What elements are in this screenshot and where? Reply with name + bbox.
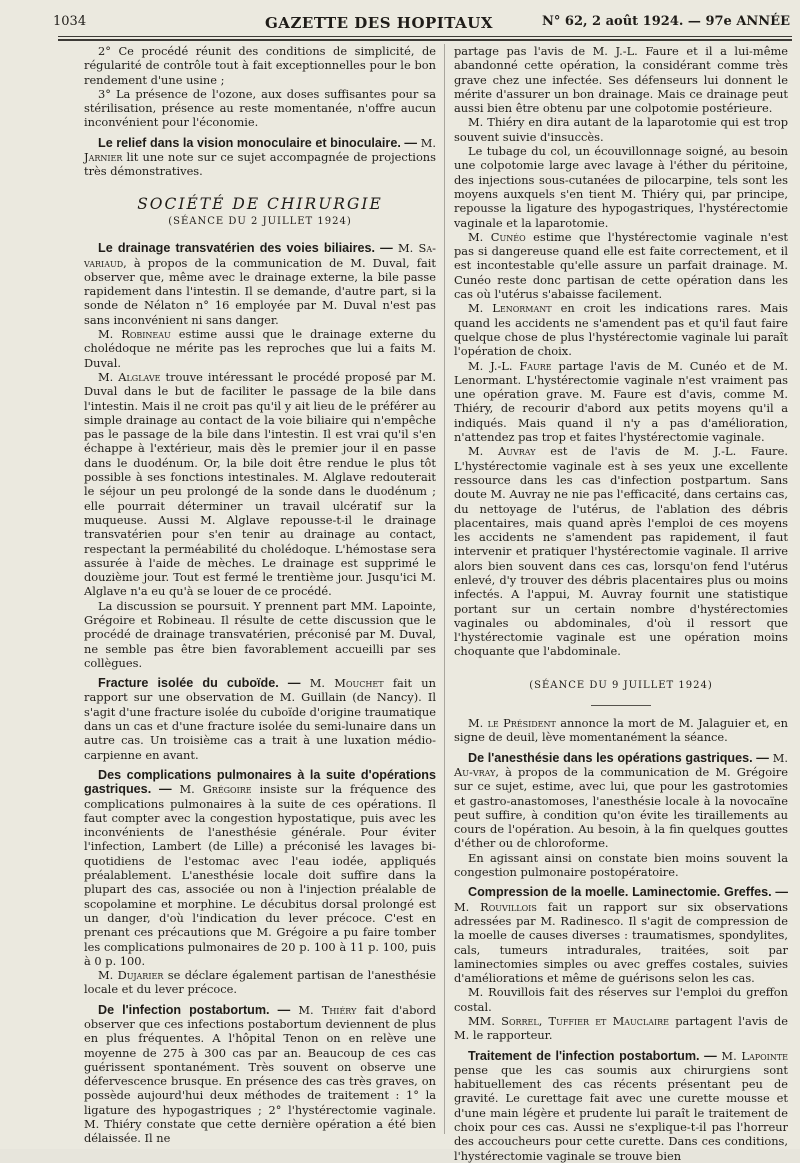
author-name: M. Jarnier (84, 135, 436, 165)
article-traitement (454, 1049, 788, 1163)
author-name: M. Sa-variaud, (84, 241, 436, 270)
page-number: 1034 (53, 14, 87, 29)
left-column (84, 44, 437, 1146)
paragraph-text: est de l'avis de M. J.-L. Faure. L'hystérectomie vaginale est à ses yeux une excellente ressource dans les cas d'infection postpartum. Sans doute M. Auvray ne nie pas l'efficacité, dans certains cas, du nettoyage de l'utérus, de l'ablation des débris placentaires, mais quand après l'emploi de ces moyens les accidents ne s'amendent pas rapidement, il faut intervenir et pratiquer l'hystérectomie vaginale. Il arrive alors bien souvent dans ces cas, lorsqu'on fend l'utérus enlevé, d'y trouver des débris placentaires plus ou moins infectés. A l'appui, M. Auvray fournit une statistique portant sur un certain nombre d'hystérectomies vaginales ou abdominales, d'où il ressort que l'hystérectomie vaginale est une opération moins choquante que l'abdominale. (454, 444, 788, 659)
article-heading: Compression de la moelle. Laminectomie. Greffes. — (468, 885, 788, 900)
paragraph (84, 370, 436, 599)
paragraph (84, 968, 436, 997)
article-text: fait un rapport sur une observation de M. Guillain (de Nancy). Il s'agit d'une fracture isolée du cuboïde d'origine traumatique dans un cas et d'une fracture isolée du semi-lunaire dans un autre cas. Un troisième cas a trait à une luxation médio-carpienne en avant. (84, 676, 436, 762)
paragraph (454, 716, 788, 745)
paragraph-text: estime aussi que le drainage externe du cholédoque ne mérite pas les reproches que lui a faits M. Duval. (84, 327, 437, 370)
article-infection (84, 1003, 436, 1146)
article-text: insiste sur la fréquence des complications pulmonaires à la suite de ces opérations. Il faut compter avec la congestion hypostatique, puis avec les inconvénients de l'anesthésie générale. Pour éviter l'infection, Lambert (de Lille) a préconisé les lavages bi-quotidiens de l'estomac avec l'eau iodée, appliqués préalablement. L'anesthésie locale doit suffire dans la plupart des cas, associée ou non à l'injection préalable de scopolamine et morphine. Le décubitus dorsal prolongé est un danger, d'où l'indication du lever précoce. C'est en prenant ces précautions que M. Grégoire a pu faire tomber les complications pulmonaires de 20 p. 100 à 11 p. 100, puis à 0 p. 100. (84, 782, 437, 968)
author-name: M. Rouvillois (454, 899, 537, 914)
article-heading: Le relief dans la vision monoculaire et binoculaire. — (98, 135, 417, 150)
author-name: M. le Président (468, 716, 556, 731)
author-name: M. Au-vray, (454, 750, 788, 779)
paragraph: 3° La présence de l'ozone, aux doses suffisantes pour sa stérilisation, présence au reste momentanée, n'offre aucun inconvénient pour l'économie. (84, 86, 436, 130)
article-moelle (454, 885, 788, 985)
author-name: M. Thiéry (298, 1002, 357, 1017)
paragraph (454, 359, 788, 445)
seance-date: (SÉANCE DU 9 JUILLET 1924) (529, 679, 713, 691)
author-name: M. Mouchet (309, 676, 384, 691)
article-anesthesie (454, 751, 788, 851)
article-text: à propos de la communication de M. Duval, fait observer que, même avec le drainage externe, la bile passe rapidement dans l'intestin. Il se demande, d'autre part, si la sonde de Nélaton n° 16 employée par M. Duval n'est pas sans inconvénient ni sans danger. (84, 255, 437, 327)
article-text: à propos de la communication de M. Grégoire sur ce sujet, estime, avec lui, que pour les gastrotomies et gastro-anastomoses, l'anesthésie locale à la novocaïne peut suffire, à condition qu'on évite les tiraillements au cours de l'opération. Au besoin, à la fin quelques gouttes d'éther ou de chloroforme. (454, 764, 788, 851)
article-fracture (84, 676, 436, 762)
header-rule (58, 36, 792, 37)
paragraph: M. Rouvillois fait des réserves sur l'emploi du greffon costal. (454, 985, 788, 1014)
page-header (50, 6, 790, 34)
paragraph-text: partage l'avis de M. Cunéo et de M. Lenormant. L'hystérectomie vaginale n'est vraiment pas une opération grave. M. Faure est d'avis, comme M. Thiéry, de recourir d'abord aux petits moyens qu'il a indiqués. Mais quand il n'y a pas d'amélioration, n'attendez pas trop et faites l'hystérectomie vaginale. (454, 358, 788, 445)
author-name: M. Cunéo (468, 229, 526, 244)
author-name: M. Lenormant (468, 301, 552, 316)
article-text: lit une note sur ce sujet accompagnée de projections très démonstratives. (84, 150, 436, 179)
header-rule-thick (58, 39, 792, 41)
paragraph: 2° Ce procédé réunit des conditions de simplicité, de régularité de contrôle tout à fait exceptionnelles pour le bon rendement d'une usine ; (84, 44, 436, 87)
article-text: pense que les cas soumis aux chirurgiens sont habituellement des cas récents présentant peu de gravité. Le curettage fait avec une curette mousse et d'une main légère et prudente lui paraît le traitement de choix pour ces cas. Aussi ne s'explique-t-il pas l'horreur des accoucheurs pour cette curette. Dans ces conditions, l'hystérectomie vaginale se trouve bien (454, 1062, 788, 1163)
paragraph (454, 1014, 788, 1043)
article-heading: Des complications pulmonaires à la suite d'opérations gastriques. — (84, 767, 436, 797)
article-heading: Le drainage transvatérien des voies biliaires. — (98, 241, 393, 256)
author-name: M. J.-L. Faure (468, 358, 552, 373)
paragraph (454, 444, 788, 658)
paragraph: Le tubage du col, un écouvillonnage soigné, au besoin une colpotomie large avec lavage à l'éther du péritoine, des injections sous-cutanées de pilocarpine, tels sont les moyens auxquels s'en tient M. Thiéry qui, par principe, repousse la ligature des hypogastriques, l'hystérectomie vaginale et la laparotomie. (454, 144, 788, 230)
issue-info: N° 62, 2 août 1924. — 97e ANNÉE (541, 14, 790, 29)
paragraph-text: en croit les indications rares. Mais quand les accidents ne s'amendent pas et qu'il faut faire quelque chose de plus l'hystérectomie vaginale lui paraît l'opération de choix. (454, 301, 788, 359)
author-name: M. Grégoire (179, 782, 252, 797)
article-text: fait d'abord observer que ces infections postabortum deviennent de plus en plus fréquentes. A l'hôpital Tenon on en relève une moyenne de 275 à 300 cas par an. Beaucoup de ces cas guérissent spontanément. Très souvent on observe une défervescence brusque. En présence des cas très graves, on possède aujourd'hui deux méthodes de traitement : 1° la ligature des hypogastriques ; 2° l'hystérectomie vaginale. M. Thiéry constate que cette dernière opération a été bien délaissée. Il ne (84, 1002, 436, 1146)
paragraph: M. Thiéry en dira autant de la laparotomie qui est trop souvent suivie d'insuccès. (454, 115, 788, 144)
author-name: M. Robineau (98, 327, 171, 342)
paragraph-text: annonce la mort de M. Jalaguier et, en signe de deuil, lève momentanément la séance. (454, 716, 788, 745)
paragraph-text: partagent l'avis de M. le rapporteur. (454, 1014, 789, 1043)
section-rule (591, 705, 651, 706)
paragraph-text: estime que l'hystérectomie vaginale n'est pas si dangereuse quand elle est faite correctement, et il est incontestable qu'elle assure un parfait drainage. M. Cunéo reste donc partisan de cette opération dans les cas où l'utérus s'abaisse facilement. (454, 229, 789, 302)
author-name: M. Auvray (468, 444, 536, 459)
paragraph: La discussion se poursuit. Y prennent part MM. Lapointe, Grégoire et Robineau. Il résulte de cette discussion que le procédé de drainage transvatérien, préconisé par M. Duval, ne semble pas être bien favorablement accueilli par ses collègues. (84, 598, 436, 670)
article-heading: De l'infection postabortum. — (98, 1002, 291, 1017)
right-column (454, 44, 789, 1163)
author-name: M. Dujarier (98, 968, 164, 983)
seance-date: (SÉANCE DU 2 JUILLET 1924) (168, 215, 352, 227)
article-drainage (84, 241, 436, 327)
journal-title: GAZETTE DES HOPITAUX (265, 14, 494, 32)
author-name: M. Lapointe (721, 1048, 789, 1063)
article-text: fait un rapport sur six observations adressées par M. Radinesco. Il s'agit de compression de la moelle de causes diverses : traumatismes, spondylites, cals, tumeurs intradurales, traitées, soit par laminectomies simples ou avec greffes costales, suivies d'améliorations et même de guérisons selon les cas. (454, 899, 789, 986)
article-relief (84, 136, 436, 179)
paragraph-text: se déclare également partisan de l'anesthésie locale et du lever précoce. (84, 968, 436, 997)
section-title: SOCIÉTÉ DE CHIRURGIE (137, 194, 383, 213)
article-heading: De l'anesthésie dans les opérations gastriques. — (468, 750, 769, 765)
author-name: M. Alglave (98, 369, 161, 384)
paragraph-text: trouve intéressant le procédé proposé par M. Duval dans le but de faciliter le passage de la bile dans l'intestin. Mais il ne croit pas qu'il y ait lieu de le préférer au simple drainage au contact de la voie biliaire qui n'empêche pas le passage de la bile dans l'intestin. Il est vrai qu'il s'en échappe à l'extérieur, mais dès le premier jour il en passe dans le duodénum. Or, la bile doit être rendue le plus tôt possible à ses fonctions intestinales. M. Alglave redouterait le séjour un peu prolongé de la sonde dans le duodénum ; elle pourrait déterminer un travail ulcératif sur la muqueuse. Aussi M. Alglave repousse-t-il le drainage transvatérien pour s'en tenir au drainage au contact, respectant la perméabilité du cholédoque. L'hémostase sera assurée à l'aide de mèches. Le drainage est supprimé le douzième jour. Tout est fermé le trentième jour. Jusqu'ici M. Alglave n'a eu qu'à se louer de ce procédé. (84, 369, 436, 599)
author-name: MM. Sorrel, Tuffier et Mauclaire (468, 1014, 670, 1028)
column-divider (444, 44, 445, 1134)
paragraph (84, 327, 436, 370)
article-complications (84, 768, 436, 968)
article-heading: Fracture isolée du cuboïde. — (98, 676, 301, 691)
paragraph (454, 230, 788, 301)
article-heading: Traitement de l'infection postabortum. — (468, 1048, 717, 1063)
paragraph (454, 301, 788, 358)
paragraph: partage pas l'avis de M. J.-L. Faure et il a lui-même abandonné cette opération, la considérant comme très grave chez une infectée. Ses défenseurs lui donnent le mérite d'assurer un bon drainage. Mais ce drainage peut aussi bien être obtenu par une colpotomie postérieure. (454, 44, 788, 116)
paragraph: En agissant ainsi on constate bien moins souvent la congestion pulmonaire postopératoire. (454, 850, 788, 880)
